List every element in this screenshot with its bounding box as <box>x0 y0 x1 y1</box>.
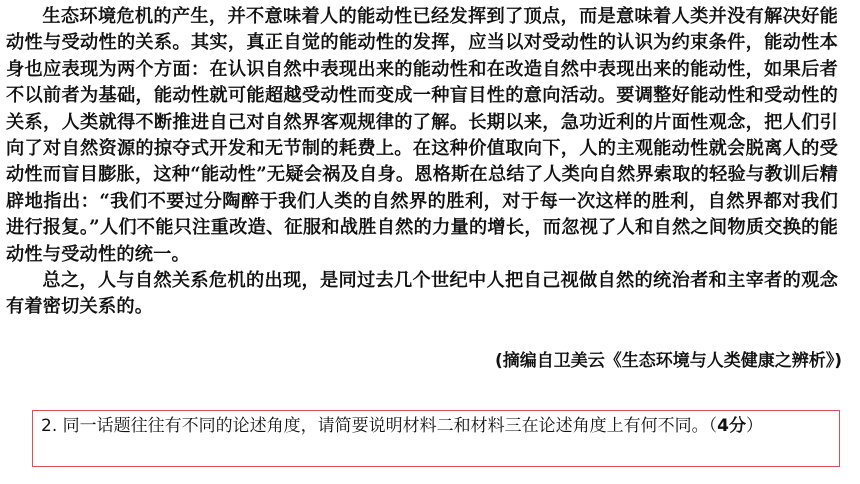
question-close-paren: ） <box>745 416 763 436</box>
question-box <box>32 410 840 467</box>
reading-passage <box>6 4 838 321</box>
question-points: 4分 <box>717 416 746 436</box>
passage-paragraph-1: 生态环境危机的产生，并不意味着人的能动性已经发挥到了顶点，而是意味着人类并没有解决好能动性与受动性的关系。其实，真正自觉的能动性的发挥，应当以对受动性的认识为约束条件，能动性本身也应表现为两个方面：在认识自然中表现出来的能动性和在改造自然中表现出来的能动性，如果后者不以前者为基础，能动性就可能超越受动性而变成一种盲目性的意向活动。要调整好能动性和受动性的关系，人类就得不断推进自己对自然界客观规律的了解。长期以来，急功近利的片面性观念，把人们引向了对自然资源的掠夺式开发和无节制的耗费上。在这种价值取向下，人的主观能动性就会脱离人的受动性而盲目膨胀，这种“能动性”无疑会祸及自身。恩格斯在总结了人类向自然界索取的轻验与教训后精辟地指出：“我们不要过分陶醉于我们人类的自然界的胜利，对于每一次这样的胜利，自然界都对我们进行报复。”人们不能只注重改造、征服和战胜自然的力量的增长，而忽视了人和自然之间物质交换的能动性与受动性的统一。 <box>6 6 838 265</box>
passage-source-citation: (摘编自卫美云《生态环境与人类健康之辨析》) <box>494 351 842 371</box>
question-text: 2. 同一话题往往有不同的论述角度，请简要说明材料二和材料三在论述角度上有何不同。（ <box>41 416 718 436</box>
passage-paragraph-2: 总之，人与自然关系危机的出现，是同过去几个世纪中人把自己视做自然的统治者和主宰者的观念有着密切关系的。 <box>6 270 838 318</box>
